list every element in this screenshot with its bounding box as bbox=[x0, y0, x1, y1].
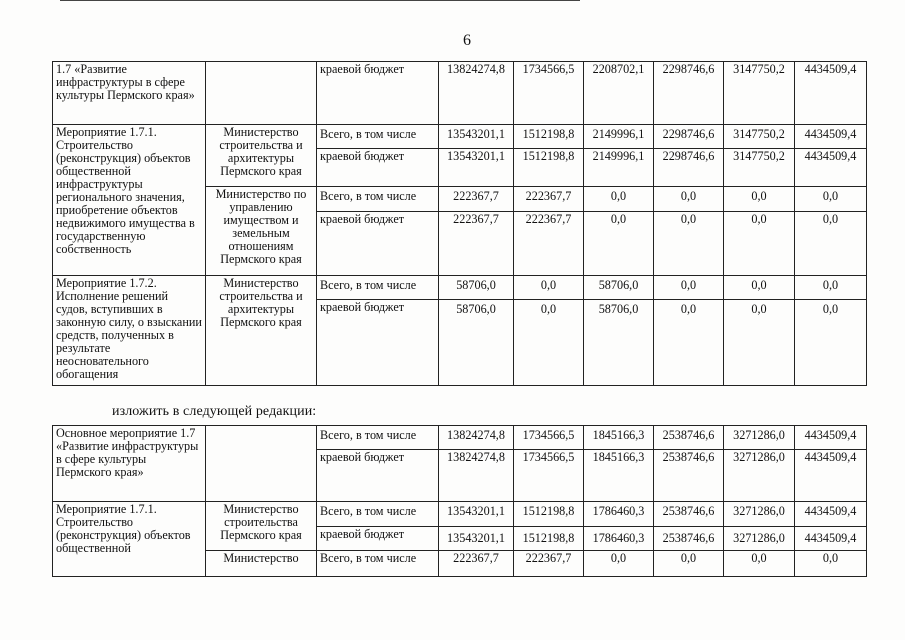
value-cell: 0,0 bbox=[584, 187, 654, 212]
value-cell: 2538746,6 bbox=[654, 450, 724, 502]
value-cell: 1734566,5 bbox=[514, 426, 584, 450]
value-cell: 222367,7 bbox=[514, 187, 584, 212]
value-cell: 1734566,5 bbox=[514, 62, 584, 125]
source-cell: Всего, в том числе bbox=[317, 551, 439, 577]
value-cell: 0,0 bbox=[654, 212, 724, 276]
top-rule bbox=[60, 0, 580, 1]
value-cell: 0,0 bbox=[584, 212, 654, 276]
value-cell: 0,0 bbox=[514, 300, 584, 386]
value-cell: 2538746,6 bbox=[654, 527, 724, 551]
value-cell: 2149996,1 bbox=[584, 125, 654, 149]
value-cell: 0,0 bbox=[724, 300, 795, 386]
source-cell: краевой бюджет bbox=[317, 300, 439, 386]
value-cell: 58706,0 bbox=[584, 300, 654, 386]
value-cell: 0,0 bbox=[654, 551, 724, 577]
value-cell: 0,0 bbox=[724, 187, 795, 212]
measure-name-cell: Мероприятие 1.7.1. Строительство (реконструкция) объектов общественной инфраструктуры регионального значения, приобретение объектов недвижимого имущества в государственную собственность bbox=[53, 125, 206, 276]
value-cell: 13543201,1 bbox=[439, 502, 514, 527]
source-cell: Всего, в том числе bbox=[317, 125, 439, 149]
value-cell: 0,0 bbox=[514, 276, 584, 300]
value-cell: 3147750,2 bbox=[724, 62, 795, 125]
org-cell: Министерство строительства и архитектуры Пермского края bbox=[206, 125, 317, 187]
value-cell: 13824274,8 bbox=[439, 450, 514, 502]
value-cell: 222367,7 bbox=[514, 551, 584, 577]
value-cell: 0,0 bbox=[795, 212, 867, 276]
org-cell: Министерство строительства Пермского края bbox=[206, 502, 317, 551]
value-cell: 4434509,4 bbox=[795, 502, 867, 527]
value-cell: 0,0 bbox=[654, 300, 724, 386]
value-cell: 222367,7 bbox=[439, 212, 514, 276]
table-row bbox=[53, 125, 867, 149]
value-cell: 58706,0 bbox=[439, 300, 514, 386]
page-number: 6 bbox=[463, 32, 471, 49]
value-cell: 0,0 bbox=[795, 551, 867, 577]
value-cell: 4434509,4 bbox=[795, 527, 867, 551]
program-name-cell: 1.7 «Развитие инфраструктуры в сфере культуры Пермского края» bbox=[53, 62, 206, 125]
value-cell: 13543201,1 bbox=[439, 149, 514, 187]
value-cell: 3271286,0 bbox=[724, 502, 795, 527]
value-cell: 2298746,6 bbox=[654, 125, 724, 149]
org-cell bbox=[206, 62, 317, 125]
org-cell bbox=[206, 426, 317, 502]
value-cell: 3271286,0 bbox=[724, 426, 795, 450]
value-cell: 0,0 bbox=[795, 276, 867, 300]
value-cell: 13543201,1 bbox=[439, 125, 514, 149]
source-cell: Всего, в том числе bbox=[317, 426, 439, 450]
value-cell: 3271286,0 bbox=[724, 450, 795, 502]
program-name-cell: Основное мероприятие 1.7 «Развитие инфраструктуры в сфере культуры Пермского края» bbox=[53, 426, 206, 502]
value-cell: 1512198,8 bbox=[514, 527, 584, 551]
value-cell: 0,0 bbox=[654, 187, 724, 212]
old-budget-table bbox=[52, 61, 867, 386]
value-cell: 0,0 bbox=[795, 187, 867, 212]
table-row bbox=[53, 502, 867, 527]
value-cell: 3147750,2 bbox=[724, 125, 795, 149]
table-row bbox=[53, 62, 867, 125]
value-cell: 3147750,2 bbox=[724, 149, 795, 187]
transition-text: изложить в следующей редакции: bbox=[112, 404, 317, 419]
source-cell: краевой бюджет bbox=[317, 212, 439, 276]
value-cell: 3271286,0 bbox=[724, 527, 795, 551]
measure-name-cell: Мероприятие 1.7.1. Строительство (реконструкция) объектов общественной bbox=[53, 502, 206, 577]
value-cell: 0,0 bbox=[724, 212, 795, 276]
value-cell: 4434509,4 bbox=[795, 149, 867, 187]
source-cell: Всего, в том числе bbox=[317, 502, 439, 527]
value-cell: 1786460,3 bbox=[584, 502, 654, 527]
value-cell: 1786460,3 bbox=[584, 527, 654, 551]
org-cell: Министерство по управлению имуществом и земельным отношениям Пермского края bbox=[206, 187, 317, 276]
org-cell: Министерство bbox=[206, 551, 317, 577]
org-cell: Министерство строительства и архитектуры Пермского края bbox=[206, 276, 317, 386]
value-cell: 4434509,4 bbox=[795, 125, 867, 149]
new-budget-table bbox=[52, 425, 867, 577]
table-row bbox=[53, 276, 867, 300]
value-cell: 4434509,4 bbox=[795, 426, 867, 450]
source-cell: краевой бюджет bbox=[317, 62, 439, 125]
source-cell: краевой бюджет bbox=[317, 149, 439, 187]
value-cell: 58706,0 bbox=[439, 276, 514, 300]
source-cell: краевой бюджет bbox=[317, 450, 439, 502]
value-cell: 0,0 bbox=[724, 551, 795, 577]
value-cell: 1512198,8 bbox=[514, 125, 584, 149]
value-cell: 2538746,6 bbox=[654, 502, 724, 527]
value-cell: 0,0 bbox=[584, 551, 654, 577]
value-cell: 1845166,3 bbox=[584, 450, 654, 502]
value-cell: 13543201,1 bbox=[439, 527, 514, 551]
value-cell: 222367,7 bbox=[514, 212, 584, 276]
value-cell: 58706,0 bbox=[584, 276, 654, 300]
value-cell: 1512198,8 bbox=[514, 149, 584, 187]
measure-name-cell: Мероприятие 1.7.2. Исполнение решений судов, вступивших в законную силу, о взыскании средств, полученных в результате неосновательного обогащения bbox=[53, 276, 206, 386]
table-row bbox=[53, 426, 867, 450]
value-cell: 2298746,6 bbox=[654, 62, 724, 125]
value-cell: 1734566,5 bbox=[514, 450, 584, 502]
value-cell: 2538746,6 bbox=[654, 426, 724, 450]
value-cell: 13824274,8 bbox=[439, 62, 514, 125]
value-cell: 222367,7 bbox=[439, 551, 514, 577]
value-cell: 4434509,4 bbox=[795, 62, 867, 125]
value-cell: 2149996,1 bbox=[584, 149, 654, 187]
source-cell: Всего, в том числе bbox=[317, 276, 439, 300]
source-cell: Всего, в том числе bbox=[317, 187, 439, 212]
value-cell: 4434509,4 bbox=[795, 450, 867, 502]
value-cell: 1845166,3 bbox=[584, 426, 654, 450]
value-cell: 222367,7 bbox=[439, 187, 514, 212]
value-cell: 2298746,6 bbox=[654, 149, 724, 187]
value-cell: 0,0 bbox=[654, 276, 724, 300]
value-cell: 2208702,1 bbox=[584, 62, 654, 125]
value-cell: 1512198,8 bbox=[514, 502, 584, 527]
value-cell: 0,0 bbox=[724, 276, 795, 300]
source-cell: краевой бюджет bbox=[317, 527, 439, 551]
value-cell: 0,0 bbox=[795, 300, 867, 386]
value-cell: 13824274,8 bbox=[439, 426, 514, 450]
